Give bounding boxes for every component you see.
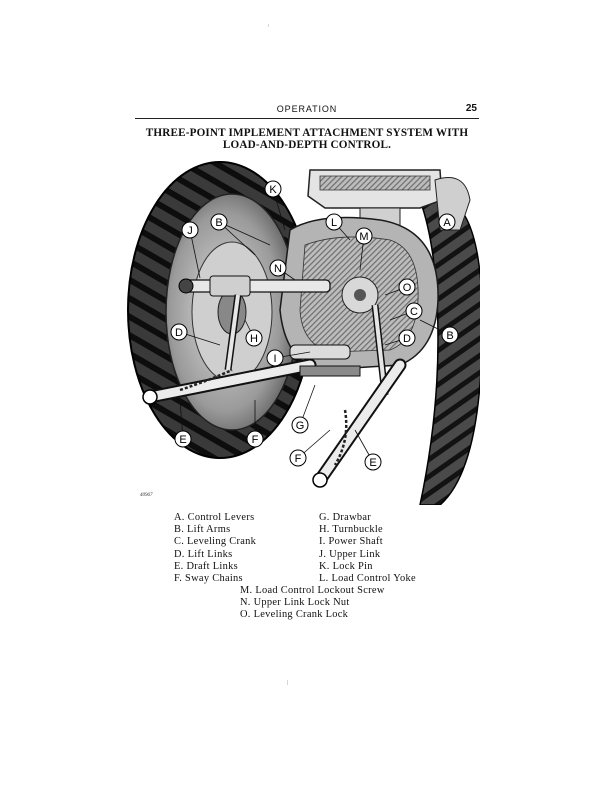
svg-text:I: I [273,353,277,365]
legend-item: C. Leveling Crank [174,536,257,548]
section-title: OPERATION [276,104,338,114]
callout-o [399,279,415,295]
drawbar [300,366,360,376]
callout-f-right [290,450,306,466]
legend-item: J. Upper Link [319,548,381,560]
callout-b-right [442,327,458,343]
legend-item: O. Leveling Crank Lock [240,609,349,621]
header-rule [135,118,479,119]
svg-text:F: F [251,434,259,446]
right-rear-tire [420,200,480,505]
page-title-line-1: THREE-POINT IMPLEMENT ATTACHMENT SYSTEM WITH [145,127,469,139]
legend-item: N. Upper Link Lock Nut [240,597,350,609]
svg-text:A: A [443,217,451,229]
legend-item: G. Drawbar [319,512,372,523]
tractor-hitch-illustration [120,160,480,505]
callout-d-left [171,324,187,340]
legend-item: H. Turnbuckle [319,524,383,536]
svg-text:B: B [446,330,454,342]
svg-text:G: G [295,420,305,432]
callout-b-left [211,214,227,230]
legend-item: K. Lock Pin [319,560,373,572]
callout-h [246,330,262,346]
callout-k [265,181,281,197]
scan-mark-bottom [287,680,288,685]
svg-text:L: L [330,217,338,229]
callout-i [267,350,283,366]
legend-bottom [240,585,385,622]
svg-text:J: J [187,225,193,237]
power-shaft [290,345,350,359]
svg-text:F: F [294,453,302,465]
legend-item: M. Load Control Lockout Screw [240,585,385,596]
svg-text:N: N [274,263,282,275]
legend-item: E. Draft Links [174,560,238,572]
legend-column-right [319,512,416,585]
legend-item: L. Load Control Yoke [319,573,416,585]
svg-text:E: E [179,434,187,446]
callout-e-right [365,454,381,470]
svg-text:B: B [215,217,223,229]
callout-n [270,260,286,276]
scan-mark-top [268,24,269,27]
page-title [135,127,479,151]
svg-text:D: D [175,327,183,339]
callout-f-left [247,431,263,447]
callout-g [292,417,308,433]
callout-d-right [399,330,415,346]
callout-l [326,214,342,230]
callout-c [406,303,422,319]
legend-item: B. Lift Arms [174,524,231,536]
svg-text:K: K [269,184,277,196]
svg-text:O: O [402,282,412,294]
legend-item: F. Sway Chains [174,573,243,585]
legend-item: D. Lift Links [174,548,233,560]
callout-e-left [175,431,191,447]
legend-item: A. Control Levers [174,512,255,523]
legend-column-left [174,512,256,585]
page-title-line-2: LOAD-AND-DEPTH CONTROL. [222,139,392,151]
svg-text:D: D [403,333,411,345]
figure-code: 40967 [140,493,153,498]
callout-a [439,214,455,230]
callout-m [356,228,372,244]
svg-text:C: C [410,306,418,318]
callout-j [182,222,198,238]
running-header [135,104,479,118]
svg-text:H: H [250,333,258,345]
svg-text:M: M [359,231,369,243]
page-number: 25 [465,103,477,114]
legend-item: I. Power Shaft [319,536,383,548]
svg-text:E: E [369,457,377,469]
